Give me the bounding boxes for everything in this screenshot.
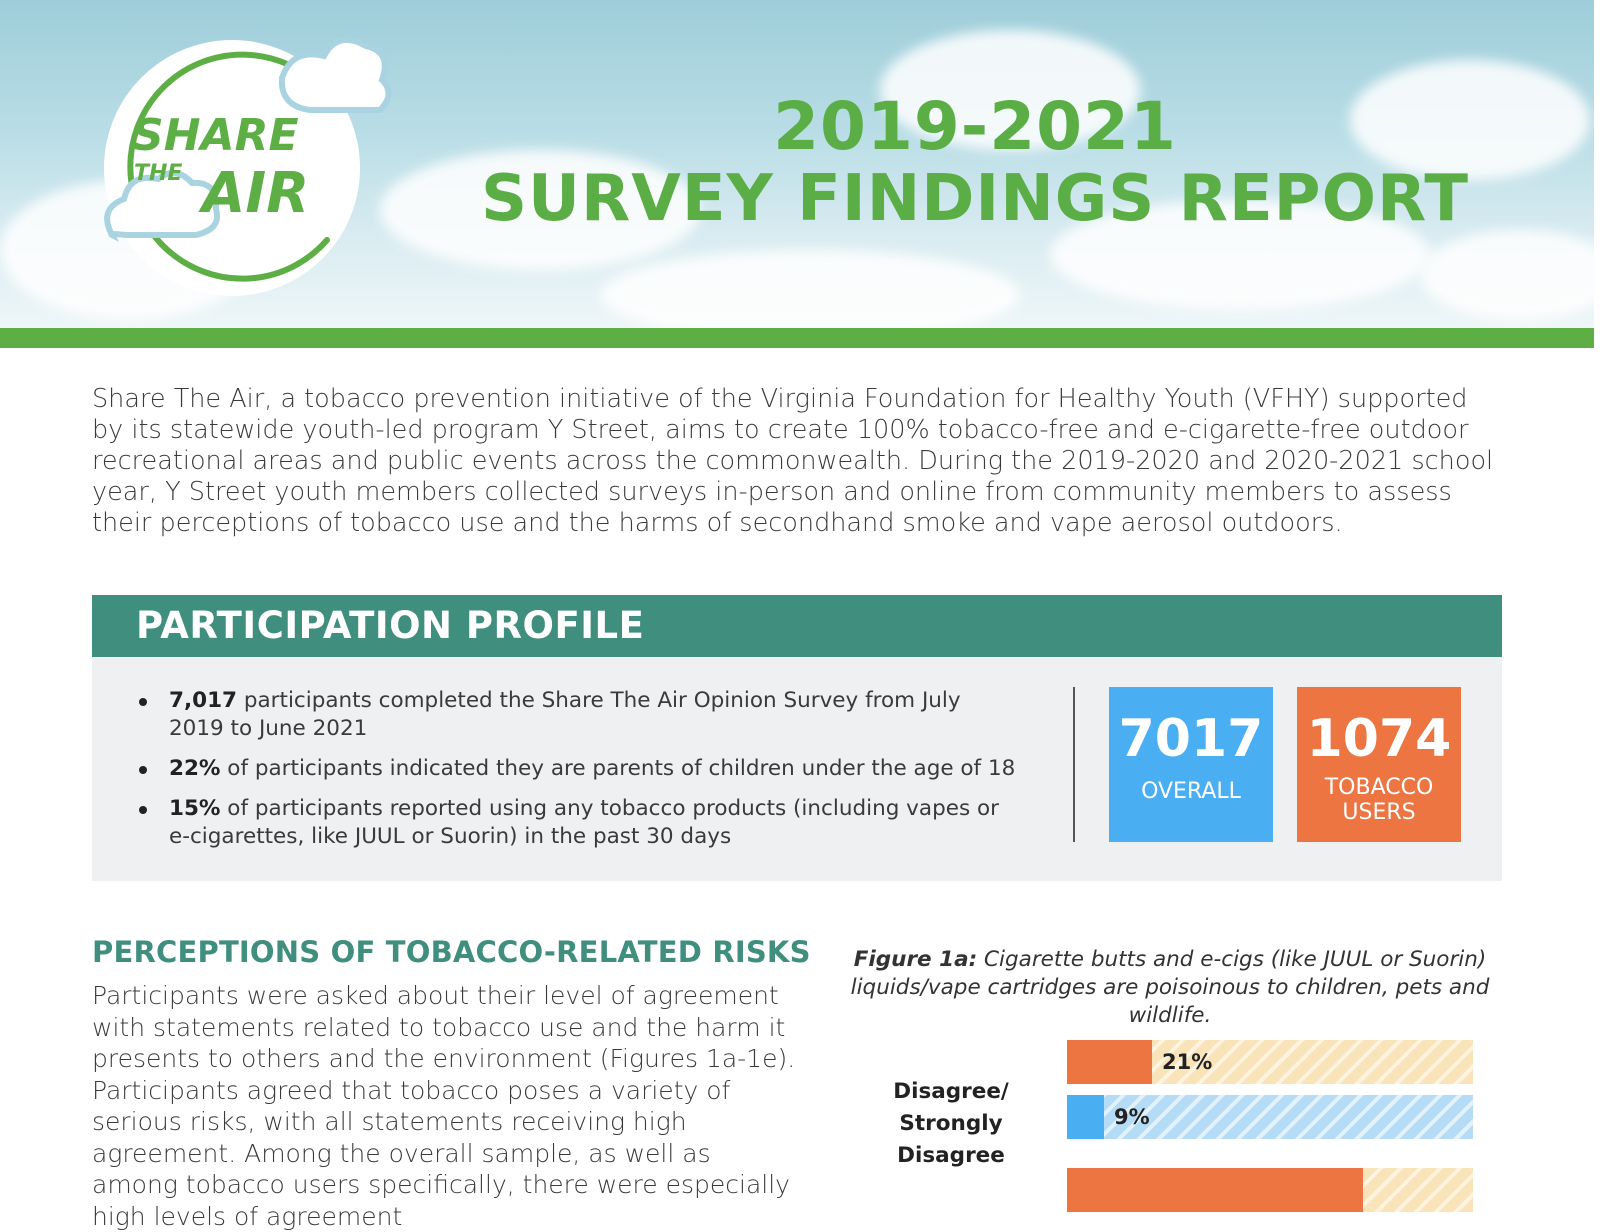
figure-caption-text: Cigarette butts and e-cigs (like JUUL or Suorin) liquids/vape cartridges are poisoinous to children, pets and wildlife. xyxy=(850,947,1490,1028)
bar-track-tobacco-users xyxy=(1067,1040,1473,1084)
title-years: 2019-2021 xyxy=(773,88,1177,165)
bullet-value: 7,017 xyxy=(169,688,238,713)
category-line1: Disagree/ xyxy=(893,1079,1009,1104)
bullet-value: 15% xyxy=(169,796,221,821)
figure-caption xyxy=(850,946,1490,1030)
vertical-divider xyxy=(1073,687,1075,842)
stat-overall-value: 7017 xyxy=(1118,709,1264,769)
bar-track-overall xyxy=(1067,1095,1473,1139)
bar-track-next xyxy=(1067,1168,1473,1212)
stat-users-label xyxy=(1297,775,1461,825)
list-item xyxy=(137,795,1017,851)
bar-overall xyxy=(1067,1095,1104,1139)
header-divider xyxy=(0,328,1594,348)
logo-the-text: THE xyxy=(134,161,183,186)
bullet-text: of participants reported using any tobacco products (including vapes or e-cigarettes, like JUUL or Suorin) in the past 30 days xyxy=(169,796,999,849)
bar-value-label: 9% xyxy=(1114,1105,1150,1129)
perceptions-heading: PERCEPTIONS OF TOBACCO-RELATED RISKS xyxy=(92,935,811,969)
list-item xyxy=(137,755,1017,783)
bullet-value: 22% xyxy=(169,756,221,781)
bar-tobacco-users xyxy=(1067,1040,1152,1084)
header-banner xyxy=(0,0,1594,330)
bar-next-partial xyxy=(1067,1168,1363,1212)
stat-users-label-line2: USERS xyxy=(1342,800,1416,825)
stat-overall-label: OVERALL xyxy=(1141,779,1241,804)
stat-overall xyxy=(1109,687,1273,842)
bar-value-label: 21% xyxy=(1162,1050,1213,1074)
bullet-text: of participants indicated they are parents of children under the age of 18 xyxy=(220,756,1016,781)
chart-category-label xyxy=(846,1076,1056,1172)
stat-users-value: 1074 xyxy=(1306,709,1452,769)
stat-users-label-line1: TOBACCO xyxy=(1324,775,1434,800)
logo-share-text: SHARE xyxy=(132,110,299,161)
intro-paragraph: Share The Air, a tobacco prevention initiative of the Virginia Foundation for Healthy Youth (VFHY) supported by its statewide youth-led program Y Street, aims to create 100% tobacco-free and e-cigarette-free outdoor recreational areas and public events across the commonwealth. During the 2019-2020 and 2020-2021 school year, Y Street youth members collected surveys in-person and online from community members to assess their perceptions of tobacco use and the harms of secondhand smoke and vape aerosol outdoors. xyxy=(92,384,1494,538)
figure-label: Figure 1a: xyxy=(853,947,978,972)
share-the-air-logo xyxy=(92,30,382,300)
participation-list xyxy=(137,687,1017,863)
participation-heading: PARTICIPATION PROFILE xyxy=(92,595,1502,657)
logo-air-text: AIR xyxy=(202,161,310,226)
perceptions-paragraph: Participants were asked about their level of agreement with statements related to tobacco use and the harm it presents to others and the environment (Figures 1a-1e). Participants agreed that tobacco poses a variety of serious risks, with all statements receiving high agreement. Among the overall sample, as well as among tobacco users specifically, there were especially high levels of agreement xyxy=(92,981,796,1231)
stat-tobacco-users xyxy=(1297,687,1461,842)
page-title xyxy=(440,90,1510,236)
list-item xyxy=(137,687,1017,743)
category-line2: Strongly Disagree xyxy=(897,1111,1005,1168)
participation-panel xyxy=(92,657,1502,881)
title-report: SURVEY FINDINGS REPORT xyxy=(480,161,1470,236)
bullet-text: participants completed the Share The Air Opinion Survey from July 2019 to June 2021 xyxy=(169,688,961,741)
